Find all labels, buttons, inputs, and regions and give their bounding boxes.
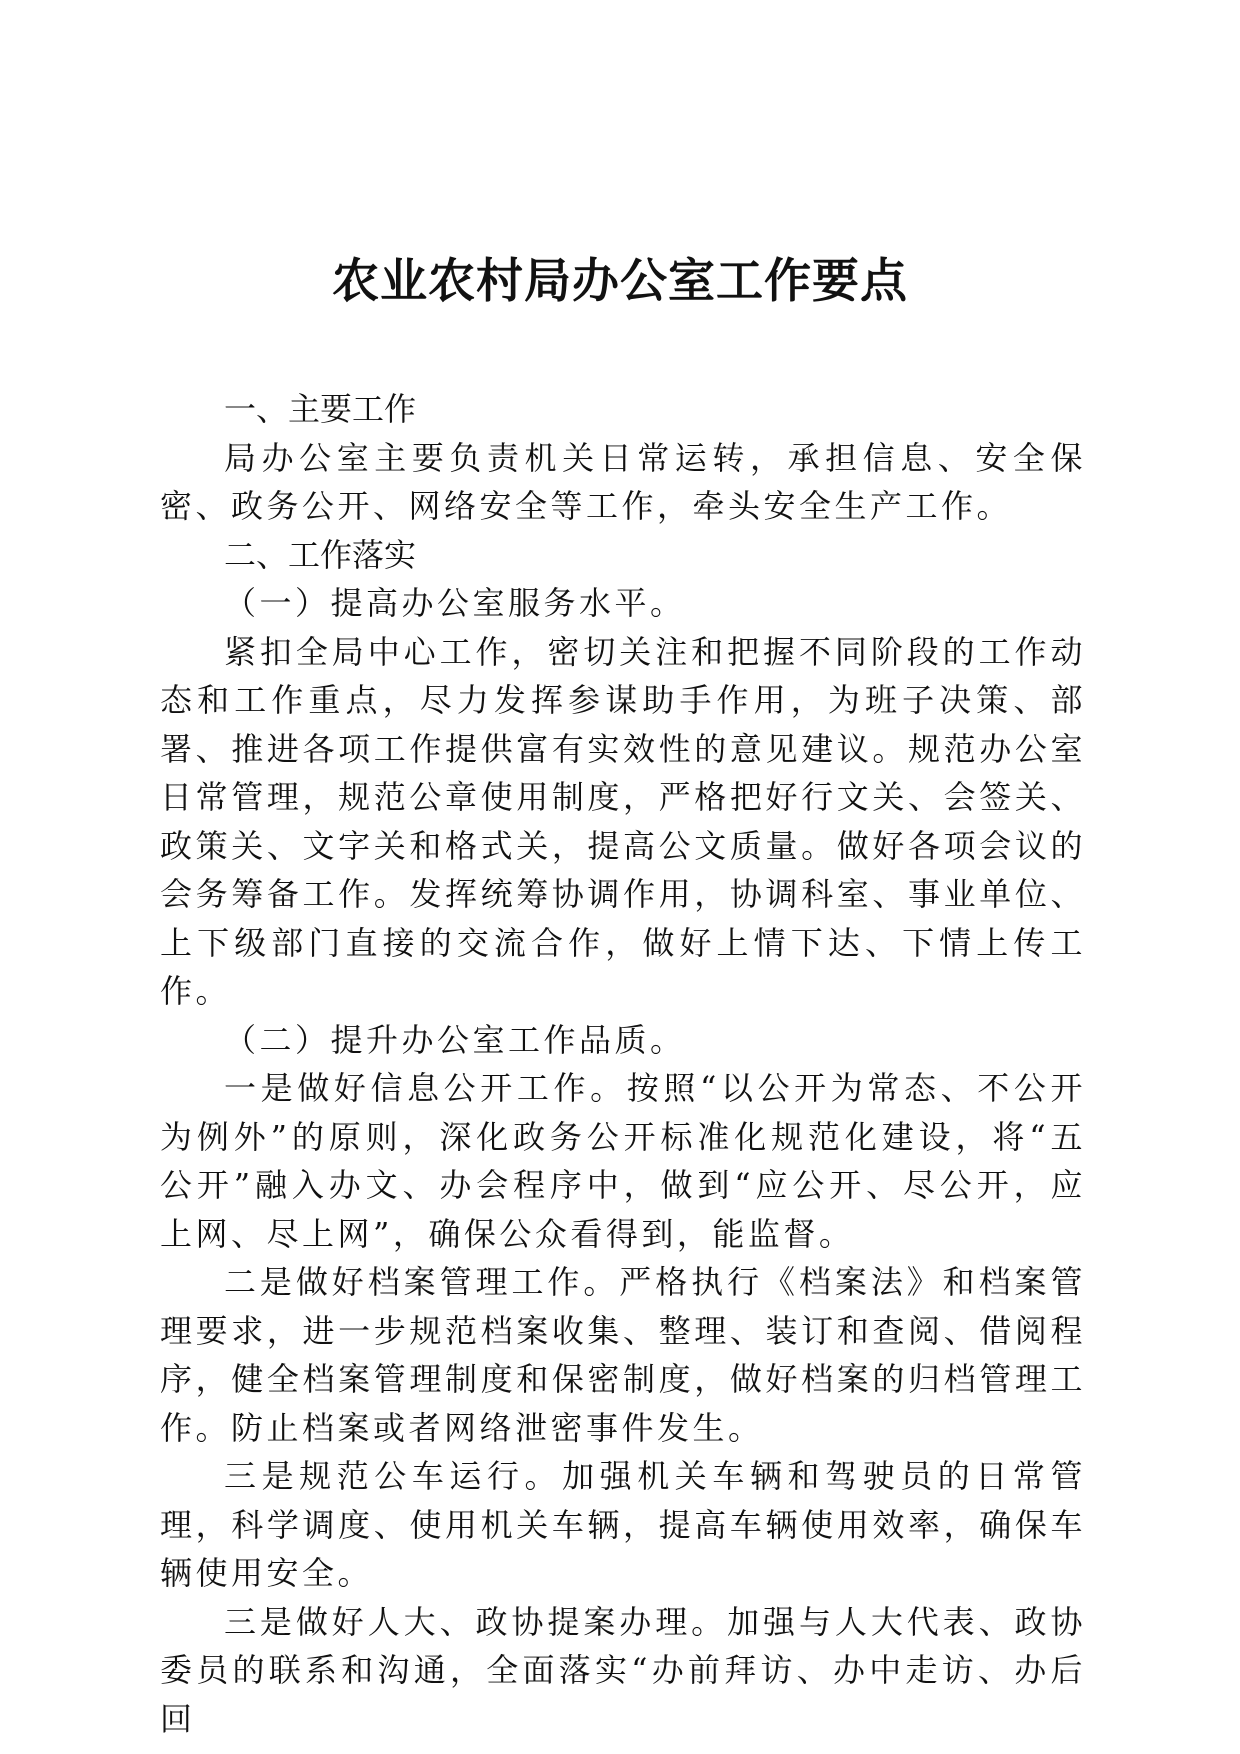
paragraph-vehicle-management: 三是规范公车运行。加强机关车辆和驾驶员的日常管理，科学调度、使用机关车辆，提高车辆使用效率，确保车辆使用安全。	[160, 1457, 1086, 1592]
document-title: 农业农村局办公室工作要点	[332, 254, 908, 309]
paragraph-archive-management: 二是做好档案管理工作。严格执行《档案法》和档案管理要求，进一步规范档案收集、整理、装订和查阅、借阅程序，健全档案管理制度和保密制度，做好档案的归档管理工作。防止档案或者网络泄密事件发生。	[160, 1263, 1086, 1447]
subsection-heading-service-level: （一）提高办公室服务水平。	[224, 584, 686, 622]
subsection-heading-work-quality: （二）提升办公室工作品质。	[224, 1020, 686, 1059]
paragraph-service-level: 紧扣全局中心工作，密切关注和把握不同阶段的工作动态和工作重点，尽力发挥参谋助手作用，为班子决策、部署、推进各项工作提供富有实效性的意见建议。规范办公室日常管理，规范公章使用制度，严格把好行文关、会签关、政策关、文字关和格式关，提高公文质量。做好各项会议的会务筹备工作。发挥统筹协调作用，协调科室、事业单位、上下级部门直接的交流合作，做好上情下达、下情上传工作。	[160, 632, 1086, 1010]
paragraph-info-disclosure: 一是做好信息公开工作。按照“以公开为常态、不公开为例外”的原则，深化政务公开标准化规范化建设，将“五公开”融入办文、办会程序中，做到“应公开、尽公开，应上网、尽上网”，确保公众看得到，能监督。	[160, 1069, 1086, 1253]
paragraph-main-work: 局办公室主要负责机关日常运转，承担信息、安全保密、政务公开、网络安全等工作，牵头安全生产工作。	[160, 438, 1086, 525]
document-body	[160, 385, 1086, 1743]
paragraph-proposal-handling: 三是做好人大、政协提案办理。加强与人大代表、政协委员的联系和沟通，全面落实“办前拜访、办中走访、办后回	[160, 1602, 1086, 1738]
section-heading-main-work: 一、主要工作	[224, 390, 417, 428]
section-heading-implementation: 二、工作落实	[224, 535, 417, 574]
